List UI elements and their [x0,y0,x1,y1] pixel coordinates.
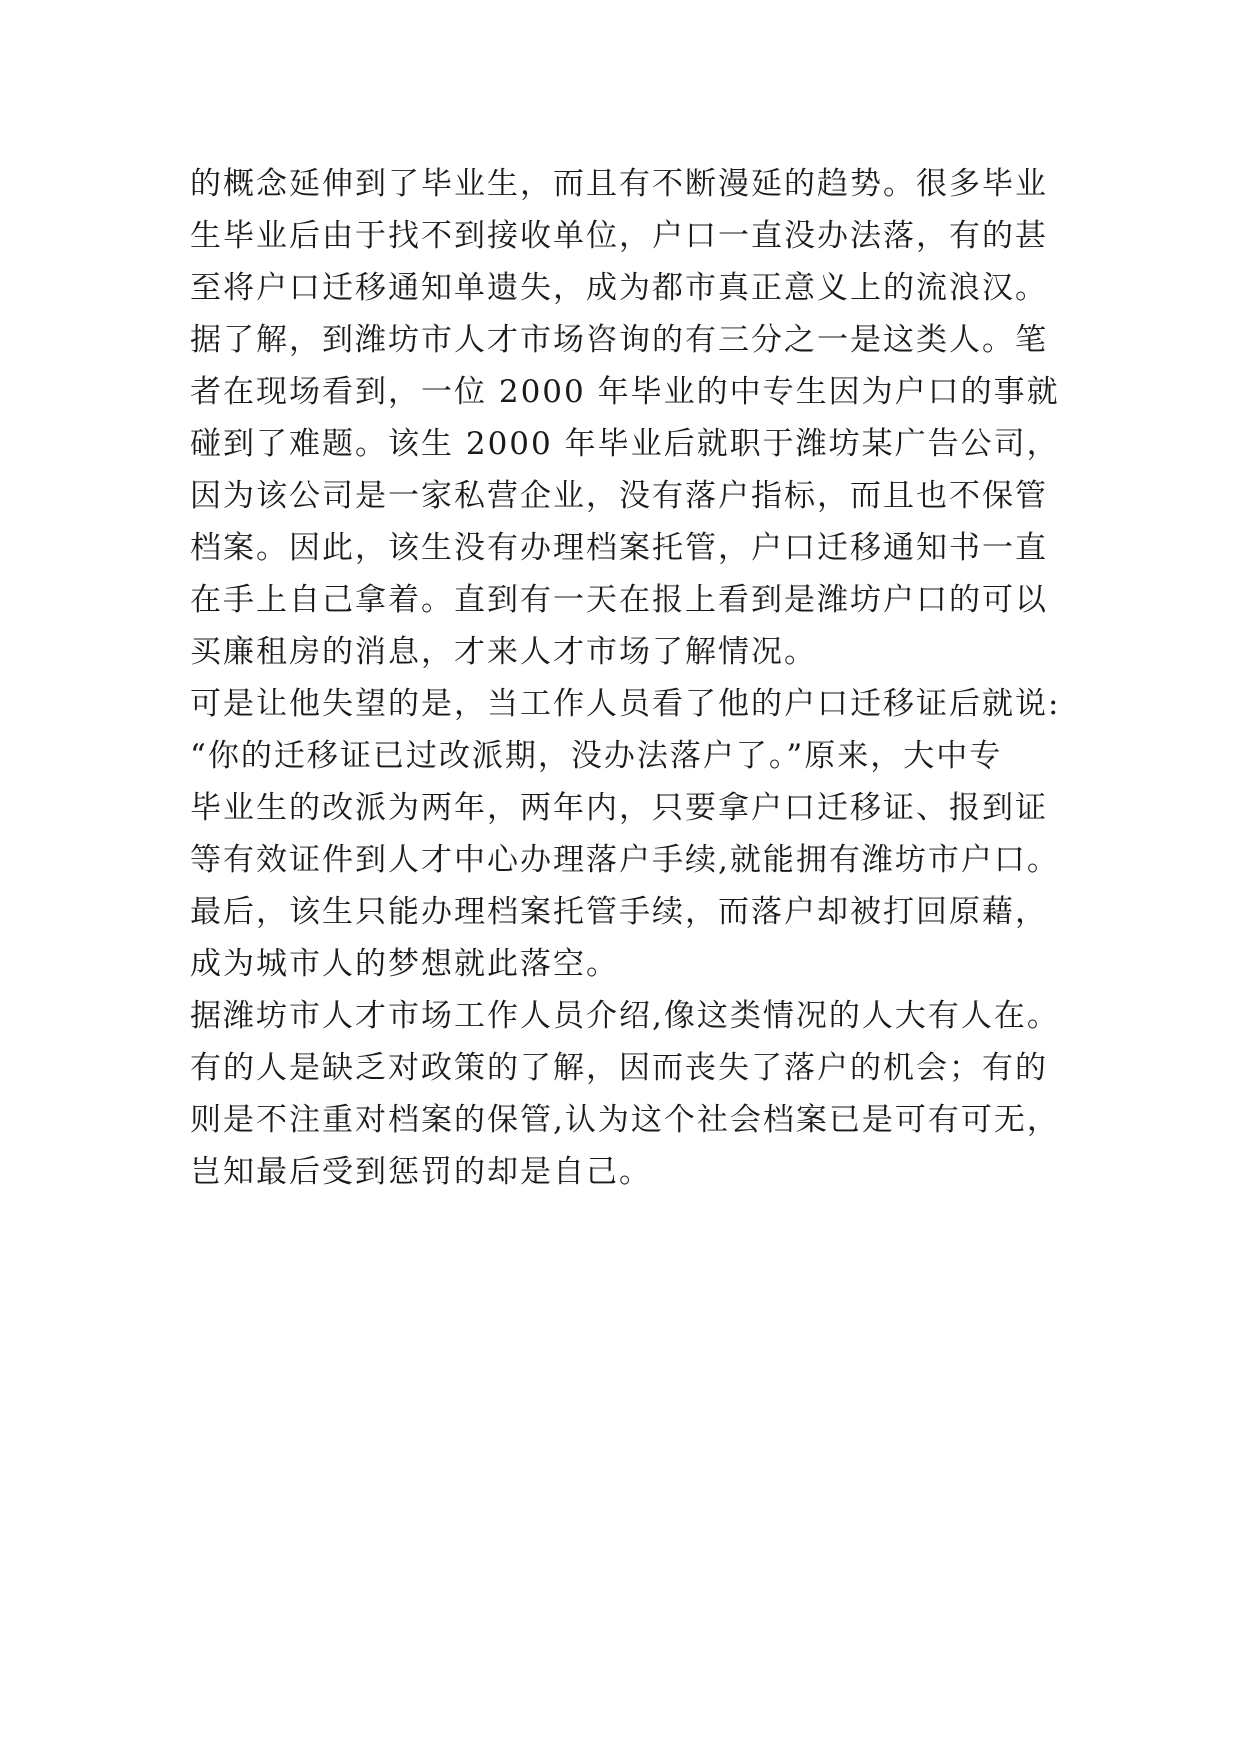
text-line: 生毕业后由于找不到接收单位，户口一直没办法落，有的甚 [190,218,1048,254]
text-line: 的概念延伸到了毕业生，而且有不断漫延的趋势。很多毕业 [190,166,1048,202]
text-line: 买廉租房的消息，才来人才市场了解情况。 [190,634,817,670]
text-line: 因为该公司是一家私营企业，没有落户指标，而且也不保管 [190,478,1048,514]
text-line: 在手上自己拿着。直到有一天在报上看到是潍坊户口的可以 [190,582,1048,618]
text-line: 据了解，到潍坊市人才市场咨询的有三分之一是这类人。笔 [190,322,1048,358]
text-line: 可是让他失望的是，当工作人员看了他的户口迁移证后就说: [190,686,1061,722]
text-line: “你的迁移证已过改派期，没办法落户了。”原来，大中专 [190,738,1003,774]
text-line: 档案。因此，该生没有办理档案托管，户口迁移通知书一直 [190,530,1048,566]
text-line: 至将户口迁移通知单遗失，成为都市真正意义上的流浪汉。 [190,270,1048,306]
text-line: 碰到了难题。该生 2000 年毕业后就职于潍坊某广告公司， [190,426,1060,462]
text-line: 等有效证件到人才中心办理落户手续,就能拥有潍坊市户口。 [190,842,1060,878]
text-line: 毕业生的改派为两年，两年内，只要拿户口迁移证、报到证 [190,790,1048,826]
text-line: 成为城市人的梦想就此落空。 [190,946,619,982]
text-line: 有的人是缺乏对政策的了解，因而丧失了落户的机会；有的 [190,1050,1048,1086]
text-line: 最后，该生只能办理档案托管手续，而落户却被打回原藉， [190,894,1048,930]
text-line: 者在现场看到，一位 2000 年毕业的中专生因为户口的事就 [190,374,1060,410]
text-line: 岂知最后受到惩罚的却是自己。 [190,1154,652,1190]
body-text [190,158,1090,1198]
text-line: 则是不注重对档案的保管,认为这个社会档案已是可有可无， [190,1102,1060,1138]
text-line: 据潍坊市人才市场工作人员介绍,像这类情况的人大有人在。 [190,998,1060,1034]
